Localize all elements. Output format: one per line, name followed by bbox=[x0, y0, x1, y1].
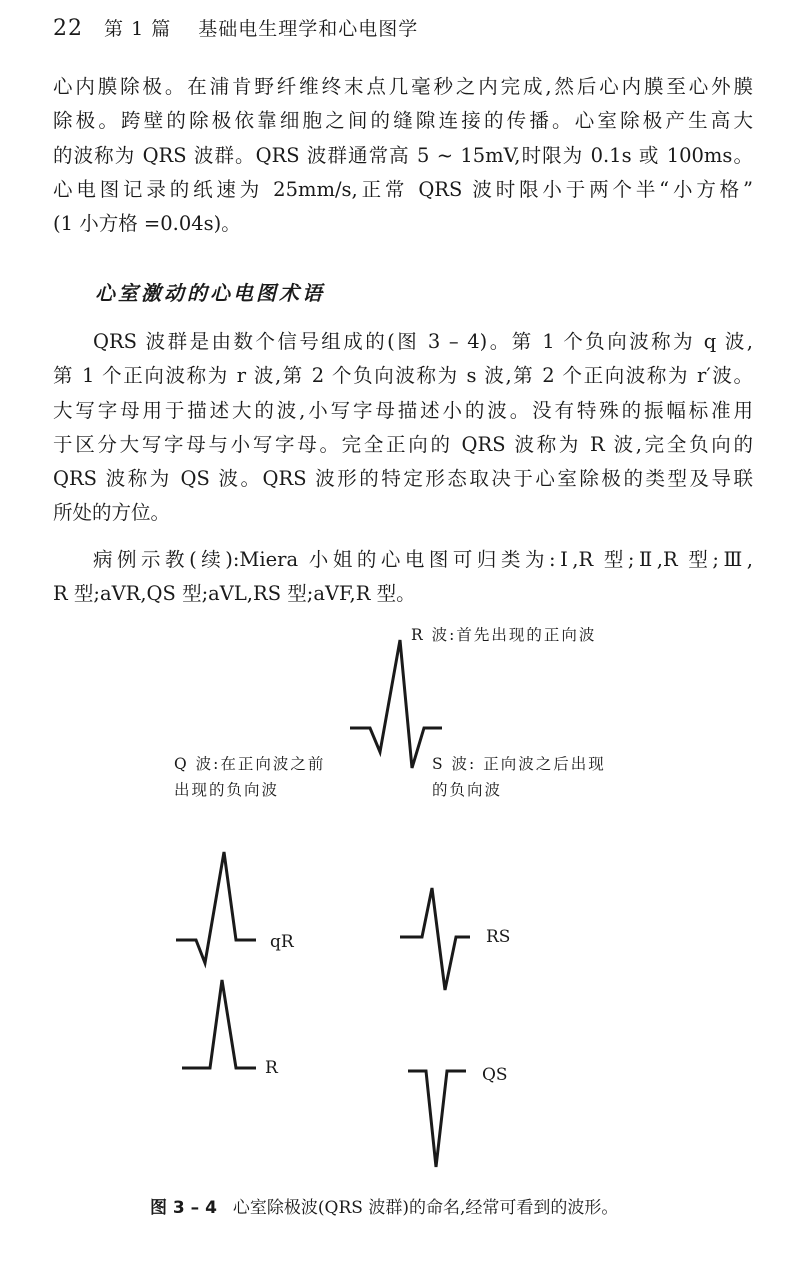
rs-waveform bbox=[400, 888, 470, 990]
q-wave-label bbox=[174, 751, 325, 803]
r-label: R bbox=[265, 1058, 278, 1078]
text-line: R 型;aVR,QS 型;aVL,RS 型;aVF,R 型。 bbox=[53, 582, 416, 606]
text-line: 第 1 个正向波称为 r 波,第 2 个负向波称为 s 波,第 2 个正向波称为 r′波。 bbox=[53, 364, 753, 388]
text-line: 心内膜除极。在浦肯野纤维终末点几毫秒之内完成,然后心内膜至心外膜 bbox=[53, 75, 753, 98]
text-line: 所处的方位。 bbox=[53, 501, 171, 525]
rs-label: RS bbox=[486, 927, 511, 947]
text-line: 除极。跨壁的除极依靠细胞之间的缝隙连接的传播。心室除极产生高大 bbox=[53, 109, 753, 133]
page-number: 22 bbox=[53, 16, 83, 41]
qs-label: QS bbox=[482, 1065, 508, 1085]
text-line: 大写字母用于描述大的波,小写字母描述小的波。没有特殊的振幅标准用 bbox=[53, 398, 753, 422]
text-line: (1 小方格 =0.04s)。 bbox=[53, 212, 241, 236]
book-title: 基础电生理学和心电图学 bbox=[198, 18, 419, 40]
figure-caption bbox=[150, 1193, 618, 1218]
section-title: 心室激动的心电图术语 bbox=[95, 281, 325, 305]
part-label: 第 1 篇 bbox=[104, 18, 172, 40]
s-wave-label-line: 的负向波 bbox=[432, 781, 503, 799]
s-wave-label-line: S 波: 正向波之后出现 bbox=[432, 755, 606, 773]
r-waveform bbox=[182, 980, 256, 1068]
caption-number: 图 3 – 4 bbox=[150, 1198, 217, 1218]
q-wave-label-line: Q 波:在正向波之前 bbox=[174, 755, 326, 773]
qr-label: qR bbox=[270, 932, 294, 952]
text-line: 心电图记录的纸速为 25mm/s,正常 QRS 波时限小于两个半“小方格” bbox=[53, 177, 753, 201]
text-line: 于区分大写字母与小写字母。完全正向的 QRS 波称为 R 波,完全负向的 bbox=[53, 432, 753, 456]
s-wave-label bbox=[432, 751, 606, 803]
text-line: 的波称为 QRS 波群。QRS 波群通常高 5 ~ 15mV,时限为 0.1s 或 100ms。 bbox=[53, 143, 753, 167]
qr-waveform bbox=[176, 852, 256, 963]
caption-text: 心室除极波(QRS 波群)的命名,经常可看到的波形。 bbox=[232, 1198, 619, 1218]
q-wave-label-line: 出现的负向波 bbox=[174, 781, 280, 799]
text-line: QRS 波称为 QS 波。QRS 波形的特定形态取决于心室除极的类型及导联 bbox=[53, 467, 753, 491]
qs-waveform bbox=[408, 1071, 466, 1167]
text-line: QRS 波群是由数个信号组成的(图 3 – 4)。第 1 个负向波称为 q 波, bbox=[93, 330, 753, 353]
text-line: 病例示教(续):Miera 小姐的心电图可归类为:Ⅰ,R 型;Ⅱ,R 型;Ⅲ, bbox=[93, 548, 753, 571]
main-qrs-waveform bbox=[350, 640, 442, 768]
r-wave-label: R 波:首先出现的正向波 bbox=[411, 626, 597, 644]
